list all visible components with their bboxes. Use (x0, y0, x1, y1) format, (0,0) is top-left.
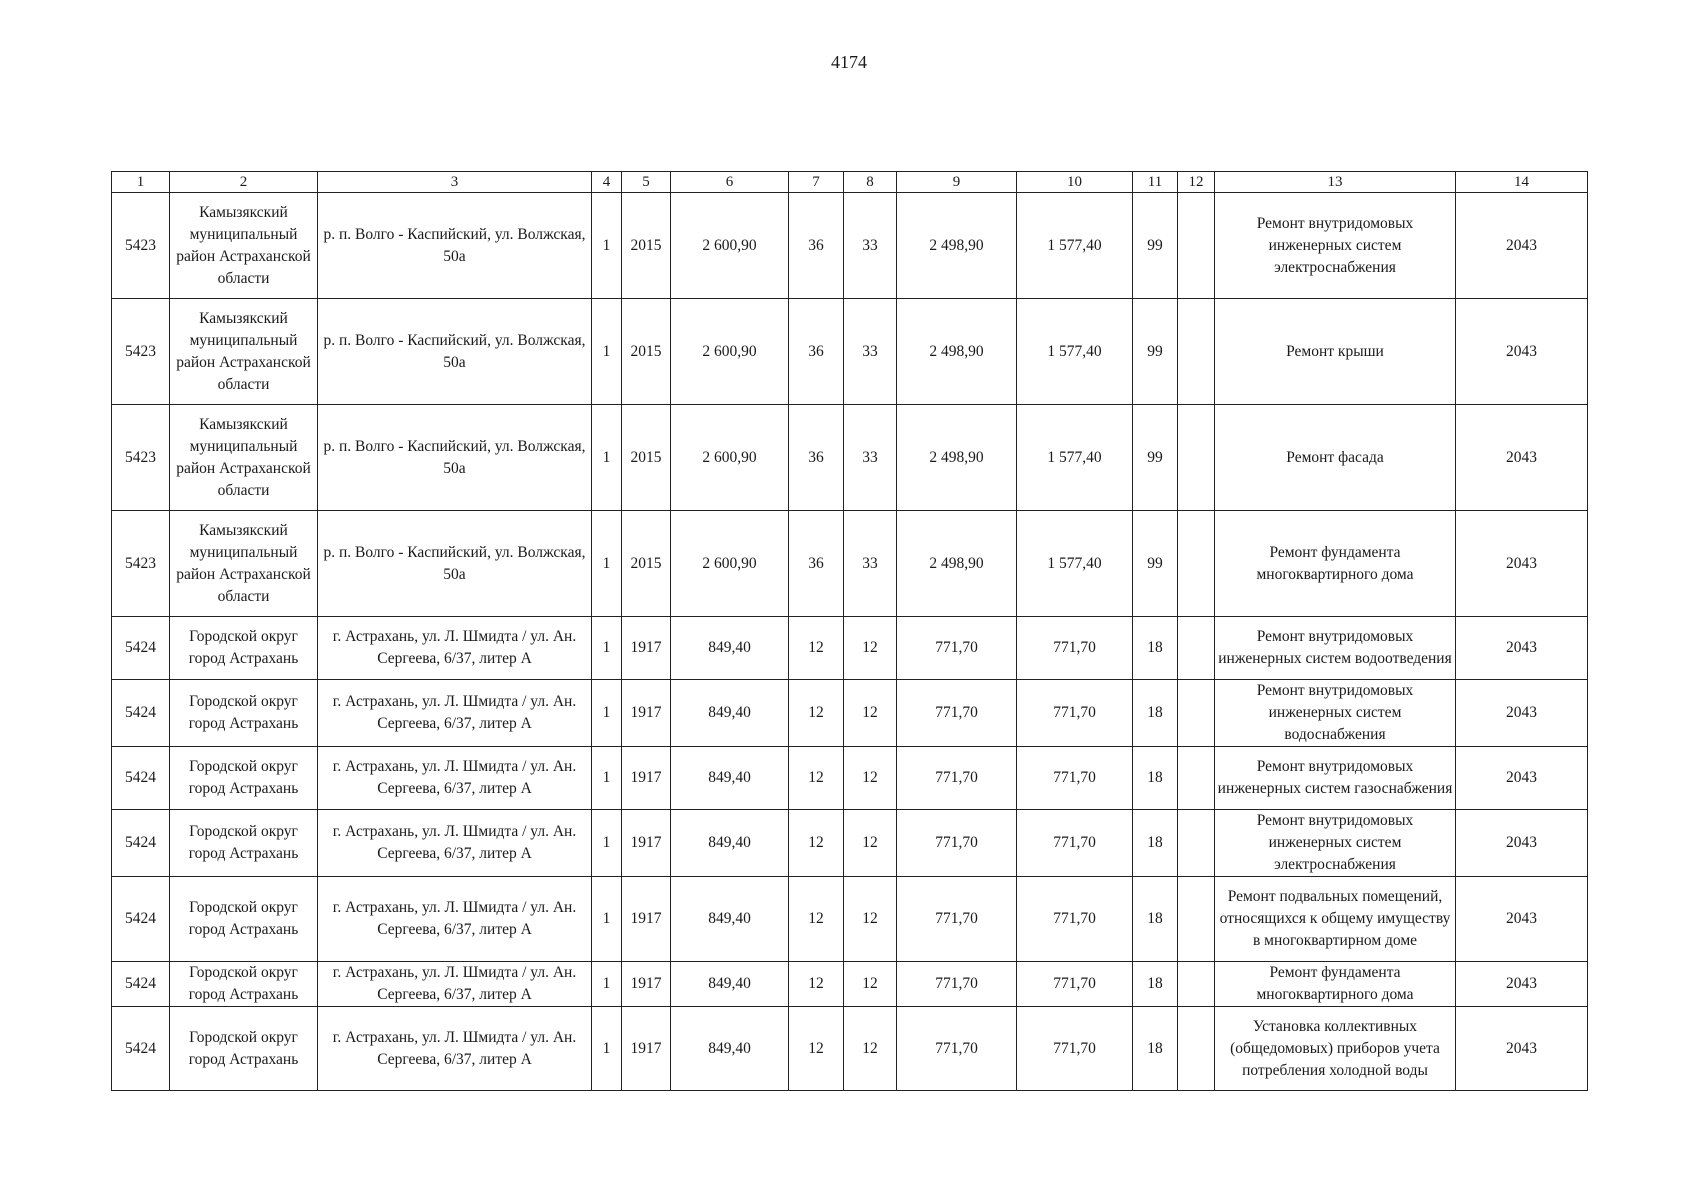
cell: 12 (844, 962, 897, 1007)
cell (1178, 680, 1215, 747)
cell: 12 (789, 680, 844, 747)
table-row (112, 617, 1588, 680)
cell: 33 (844, 299, 897, 405)
table-row (112, 810, 1588, 877)
cell: 2043 (1456, 617, 1588, 680)
row-id: 5424 (112, 1007, 170, 1091)
cell: 1 577,40 (1017, 299, 1133, 405)
table-row (112, 747, 1588, 810)
year-cell: 2015 (622, 511, 671, 617)
cell: 849,40 (671, 617, 789, 680)
column-number-row (112, 172, 1588, 193)
cell: 2043 (1456, 810, 1588, 877)
page-number: 4174 (831, 52, 867, 72)
cell: 1 577,40 (1017, 193, 1133, 299)
year-cell: 2015 (622, 299, 671, 405)
cell: 2043 (1456, 405, 1588, 511)
cell: 771,70 (1017, 877, 1133, 962)
cell: 18 (1133, 810, 1178, 877)
cell: 12 (844, 747, 897, 810)
cell: 771,70 (1017, 1007, 1133, 1091)
cell: 771,70 (1017, 680, 1133, 747)
municipality-cell: Городской округ город Астрахань (170, 680, 318, 747)
cell: 99 (1133, 405, 1178, 511)
cell: 1 (592, 617, 622, 680)
municipality-cell: Городской округ город Астрахань (170, 962, 318, 1007)
row-id: 5424 (112, 747, 170, 810)
cell: 771,70 (897, 680, 1017, 747)
table-row (112, 680, 1588, 747)
cell: 99 (1133, 511, 1178, 617)
cell: 33 (844, 405, 897, 511)
row-id: 5424 (112, 962, 170, 1007)
cell: 36 (789, 405, 844, 511)
cell: 2 498,90 (897, 299, 1017, 405)
table-row (112, 299, 1588, 405)
work-cell: Ремонт фундамента многоквартирного дома (1215, 962, 1456, 1007)
cell: 36 (789, 193, 844, 299)
cell: 771,70 (1017, 810, 1133, 877)
cell (1178, 962, 1215, 1007)
table-row (112, 877, 1588, 962)
cell: 12 (844, 877, 897, 962)
work-cell: Установка коллективных (общедомовых) приборов учета потребления холодной воды (1215, 1007, 1456, 1091)
cell: 2 600,90 (671, 511, 789, 617)
row-id: 5424 (112, 810, 170, 877)
cell: 18 (1133, 747, 1178, 810)
cell: 1 (592, 962, 622, 1007)
cell: 1 577,40 (1017, 405, 1133, 511)
cell: 12 (844, 617, 897, 680)
cell: 849,40 (671, 1007, 789, 1091)
cell: 2043 (1456, 511, 1588, 617)
cell: 1 (592, 193, 622, 299)
year-cell: 1917 (622, 680, 671, 747)
table-row (112, 1007, 1588, 1091)
cell: 771,70 (897, 747, 1017, 810)
column-header: 5 (622, 172, 671, 193)
work-cell: Ремонт внутридомовых инженерных систем водоснабжения (1215, 680, 1456, 747)
row-id: 5424 (112, 877, 170, 962)
column-header: 3 (318, 172, 592, 193)
cell: 1 (592, 747, 622, 810)
cell (1178, 405, 1215, 511)
cell: 2043 (1456, 747, 1588, 810)
address-cell: г. Астрахань, ул. Л. Шмидта / ул. Ан. Сергеева, 6/37, литер А (318, 1007, 592, 1091)
cell: 2043 (1456, 299, 1588, 405)
cell: 2 600,90 (671, 299, 789, 405)
cell: 771,70 (897, 810, 1017, 877)
cell: 12 (789, 617, 844, 680)
column-header: 9 (897, 172, 1017, 193)
cell: 1 (592, 810, 622, 877)
address-cell: р. п. Волго - Каспийский, ул. Волжская, 50а (318, 299, 592, 405)
cell: 771,70 (897, 1007, 1017, 1091)
address-cell: г. Астрахань, ул. Л. Шмидта / ул. Ан. Сергеева, 6/37, литер А (318, 617, 592, 680)
address-cell: р. п. Волго - Каспийский, ул. Волжская, 50а (318, 193, 592, 299)
address-cell: г. Астрахань, ул. Л. Шмидта / ул. Ан. Сергеева, 6/37, литер А (318, 962, 592, 1007)
cell: 2043 (1456, 962, 1588, 1007)
column-header: 2 (170, 172, 318, 193)
work-cell: Ремонт фундамента многоквартирного дома (1215, 511, 1456, 617)
address-cell: г. Астрахань, ул. Л. Шмидта / ул. Ан. Сергеева, 6/37, литер А (318, 680, 592, 747)
column-header: 4 (592, 172, 622, 193)
cell: 2 600,90 (671, 193, 789, 299)
cell: 771,70 (897, 617, 1017, 680)
cell: 849,40 (671, 747, 789, 810)
year-cell: 1917 (622, 962, 671, 1007)
year-cell: 1917 (622, 810, 671, 877)
cell: 33 (844, 511, 897, 617)
cell (1178, 299, 1215, 405)
cell (1178, 1007, 1215, 1091)
cell: 1 (592, 511, 622, 617)
cell: 12 (844, 680, 897, 747)
cell: 18 (1133, 877, 1178, 962)
cell: 12 (789, 810, 844, 877)
year-cell: 1917 (622, 1007, 671, 1091)
cell: 12 (789, 747, 844, 810)
cell: 12 (844, 1007, 897, 1091)
cell: 1 (592, 877, 622, 962)
municipality-cell: Городской округ город Астрахань (170, 810, 318, 877)
cell: 2043 (1456, 680, 1588, 747)
register-table (111, 171, 1588, 1091)
row-id: 5423 (112, 193, 170, 299)
column-header: 13 (1215, 172, 1456, 193)
municipality-cell: Городской округ город Астрахань (170, 617, 318, 680)
cell: 2043 (1456, 193, 1588, 299)
cell (1178, 511, 1215, 617)
row-id: 5424 (112, 680, 170, 747)
work-cell: Ремонт крыши (1215, 299, 1456, 405)
cell: 18 (1133, 680, 1178, 747)
cell: 2 498,90 (897, 405, 1017, 511)
cell (1178, 193, 1215, 299)
cell: 18 (1133, 617, 1178, 680)
cell: 1 (592, 1007, 622, 1091)
year-cell: 2015 (622, 405, 671, 511)
cell: 18 (1133, 1007, 1178, 1091)
cell: 1 (592, 405, 622, 511)
cell: 1 (592, 680, 622, 747)
cell: 771,70 (1017, 617, 1133, 680)
address-cell: г. Астрахань, ул. Л. Шмидта / ул. Ан. Сергеева, 6/37, литер А (318, 747, 592, 810)
cell: 1 (592, 299, 622, 405)
column-header: 14 (1456, 172, 1588, 193)
cell (1178, 810, 1215, 877)
table-row (112, 962, 1588, 1007)
cell: 849,40 (671, 877, 789, 962)
cell: 771,70 (897, 962, 1017, 1007)
address-cell: р. п. Волго - Каспийский, ул. Волжская, 50а (318, 511, 592, 617)
column-header: 8 (844, 172, 897, 193)
cell (1178, 617, 1215, 680)
municipality-cell: Городской округ город Астрахань (170, 747, 318, 810)
municipality-cell: Камызякский муниципальный район Астраханской области (170, 511, 318, 617)
year-cell: 1917 (622, 877, 671, 962)
address-cell: г. Астрахань, ул. Л. Шмидта / ул. Ан. Сергеева, 6/37, литер А (318, 810, 592, 877)
cell: 771,70 (1017, 962, 1133, 1007)
row-id: 5423 (112, 299, 170, 405)
cell: 2 498,90 (897, 193, 1017, 299)
cell: 12 (844, 810, 897, 877)
row-id: 5423 (112, 405, 170, 511)
work-cell: Ремонт внутридомовых инженерных систем водоотведения (1215, 617, 1456, 680)
cell: 849,40 (671, 680, 789, 747)
year-cell: 2015 (622, 193, 671, 299)
table-row (112, 405, 1588, 511)
work-cell: Ремонт фасада (1215, 405, 1456, 511)
table-row (112, 193, 1588, 299)
column-header: 11 (1133, 172, 1178, 193)
row-id: 5424 (112, 617, 170, 680)
work-cell: Ремонт внутридомовых инженерных систем газоснабжения (1215, 747, 1456, 810)
work-cell: Ремонт внутридомовых инженерных систем электроснабжения (1215, 193, 1456, 299)
cell: 2 498,90 (897, 511, 1017, 617)
column-header: 6 (671, 172, 789, 193)
year-cell: 1917 (622, 617, 671, 680)
cell: 1 577,40 (1017, 511, 1133, 617)
cell: 36 (789, 299, 844, 405)
municipality-cell: Камызякский муниципальный район Астраханской области (170, 193, 318, 299)
cell: 12 (789, 877, 844, 962)
cell: 849,40 (671, 810, 789, 877)
cell: 18 (1133, 962, 1178, 1007)
cell: 36 (789, 511, 844, 617)
column-header: 7 (789, 172, 844, 193)
cell: 771,70 (897, 877, 1017, 962)
cell: 2 600,90 (671, 405, 789, 511)
column-header: 1 (112, 172, 170, 193)
cell: 12 (789, 1007, 844, 1091)
cell: 849,40 (671, 962, 789, 1007)
cell: 2043 (1456, 877, 1588, 962)
municipality-cell: Городской округ город Астрахань (170, 877, 318, 962)
cell (1178, 747, 1215, 810)
row-id: 5423 (112, 511, 170, 617)
municipality-cell: Камызякский муниципальный район Астраханской области (170, 405, 318, 511)
column-header: 12 (1178, 172, 1215, 193)
cell: 33 (844, 193, 897, 299)
cell: 99 (1133, 193, 1178, 299)
column-header: 10 (1017, 172, 1133, 193)
cell: 2043 (1456, 1007, 1588, 1091)
municipality-cell: Городской округ город Астрахань (170, 1007, 318, 1091)
cell: 99 (1133, 299, 1178, 405)
municipality-cell: Камызякский муниципальный район Астраханской области (170, 299, 318, 405)
cell (1178, 877, 1215, 962)
address-cell: р. п. Волго - Каспийский, ул. Волжская, 50а (318, 405, 592, 511)
cell: 12 (789, 962, 844, 1007)
year-cell: 1917 (622, 747, 671, 810)
work-cell: Ремонт внутридомовых инженерных систем электроснабжения (1215, 810, 1456, 877)
address-cell: г. Астрахань, ул. Л. Шмидта / ул. Ан. Сергеева, 6/37, литер А (318, 877, 592, 962)
work-cell: Ремонт подвальных помещений, относящихся к общему имуществу в многоквартирном доме (1215, 877, 1456, 962)
cell: 771,70 (1017, 747, 1133, 810)
table-row (112, 511, 1588, 617)
